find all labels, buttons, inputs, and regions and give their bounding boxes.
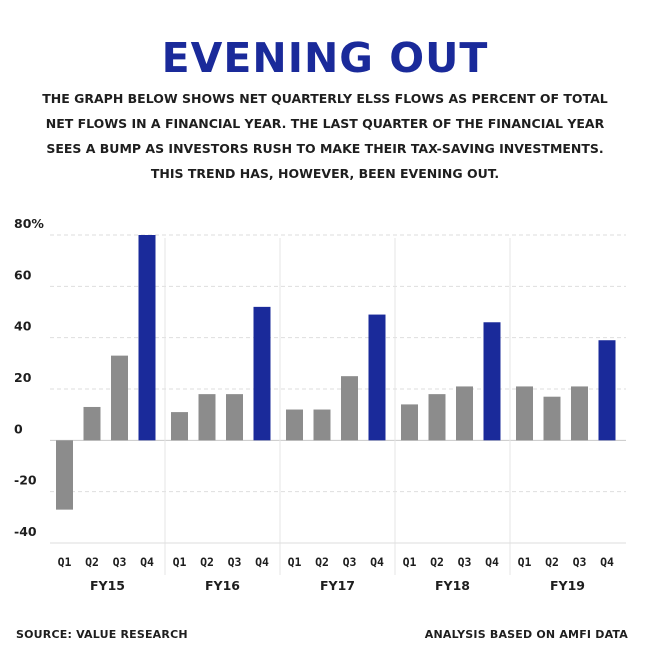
bar <box>544 397 561 441</box>
bar <box>429 394 446 440</box>
y-tick-label: -20 <box>14 472 37 488</box>
fiscal-year-label: FY19 <box>550 578 585 593</box>
quarter-label: Q2 <box>545 555 559 569</box>
bar <box>369 315 386 441</box>
quarter-label: Q4 <box>140 555 154 569</box>
y-tick-label: -40 <box>14 524 37 539</box>
fiscal-year-label: FY18 <box>435 578 470 593</box>
bar <box>516 386 533 440</box>
fiscal-year-label: FY17 <box>320 578 355 593</box>
y-tick-label: 80% <box>14 216 44 231</box>
quarter-label: Q1 <box>57 555 72 569</box>
quarter-label: Q3 <box>227 555 242 569</box>
bar <box>456 386 473 440</box>
quarter-label: Q4 <box>370 555 384 569</box>
quarter-label: Q3 <box>112 555 127 569</box>
source-note: SOURCE: VALUE RESEARCH <box>16 628 188 641</box>
quarter-label: Q3 <box>457 555 472 569</box>
quarter-label: Q1 <box>172 555 187 569</box>
quarter-label: Q2 <box>430 555 444 569</box>
bar <box>484 322 501 440</box>
y-tick-label: 60 <box>14 267 32 283</box>
y-tick-label: 40 <box>14 318 32 334</box>
chart-subtitle: THE GRAPH BELOW SHOWS NET QUARTERLY ELSS FLOWS AS PERCENT OF TOTAL NET FLOWS IN A FINANCIAL YEAR. THE LAST QUARTER OF THE FINANCIAL YEAR SEES A BUMP AS INVESTORS RUSH TO MAKE THEIR TAX-SAVING INVESTMENTS. THIS TREND HAS, HOWEVER, BEEN EVENING OUT. <box>42 91 608 181</box>
y-tick-label: 0 <box>14 421 23 437</box>
quarter-label: Q2 <box>315 555 329 569</box>
bar <box>171 412 188 440</box>
bar <box>84 407 101 440</box>
quarter-label: Q1 <box>402 555 417 569</box>
bar <box>341 376 358 440</box>
quarter-label: Q1 <box>517 555 532 569</box>
bar <box>401 404 418 440</box>
bar <box>139 235 156 440</box>
quarter-label: Q3 <box>572 555 587 569</box>
y-tick-label: 20 <box>14 370 32 385</box>
bar <box>199 394 216 440</box>
quarter-label: Q2 <box>85 555 99 569</box>
chart-title: EVENING OUT <box>161 34 489 82</box>
bar <box>599 340 616 440</box>
bar <box>571 386 588 440</box>
bar <box>254 307 271 440</box>
quarter-label: Q4 <box>255 555 269 569</box>
bar <box>314 410 331 441</box>
bar <box>111 356 128 441</box>
quarter-label: Q4 <box>485 555 499 569</box>
bar <box>226 394 243 440</box>
quarter-label: Q4 <box>600 555 614 569</box>
quarter-label: Q3 <box>342 555 357 569</box>
fiscal-year-label: FY15 <box>90 578 125 593</box>
quarter-label: Q1 <box>287 555 302 569</box>
fiscal-year-label: FY16 <box>205 578 240 593</box>
quarter-label: Q2 <box>200 555 214 569</box>
bar <box>286 410 303 441</box>
analysis-note: ANALYSIS BASED ON AMFI DATA <box>424 628 628 641</box>
bar <box>56 440 73 509</box>
